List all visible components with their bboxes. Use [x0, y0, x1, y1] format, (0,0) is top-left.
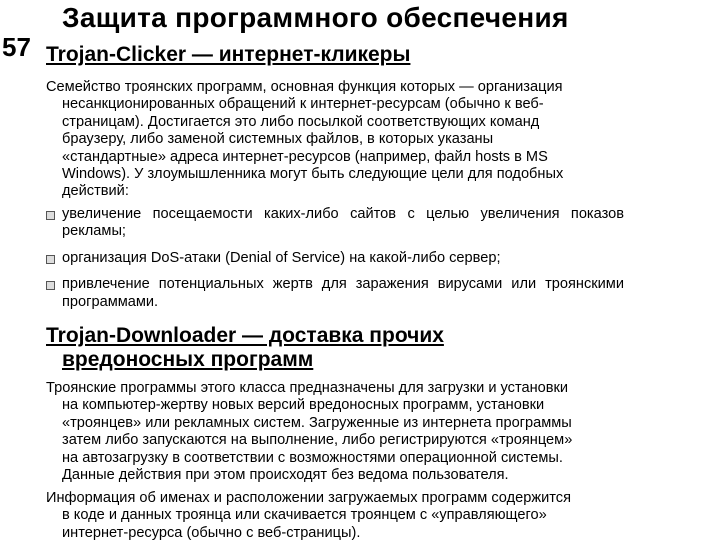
paragraph-line: несанкционированных обращений к интернет-ресурсам (обычно к веб-: [62, 96, 544, 113]
section-paragraph-clicker: [46, 79, 624, 201]
paragraph-line: Троянские программы этого класса предназначены для загрузки и установки: [46, 380, 569, 396]
heading-line: вредоносных программ: [62, 348, 314, 371]
square-bullet-icon: [46, 211, 55, 220]
paragraph-line: Windows). У злоумышленника могут быть следующие цели для подобных: [62, 166, 564, 183]
paragraph-line: Данные действия при этом происходят без ведома пользователя.: [62, 467, 509, 484]
square-bullet-icon: [46, 281, 55, 290]
list-item: [46, 276, 624, 311]
paragraph-line: на автозагрузку в соответствии с возможностями операционной системы.: [62, 449, 563, 466]
square-bullet-icon: [46, 255, 55, 264]
paragraph-line: страницам). Достигается это либо посылкой соответствующих команд: [62, 113, 540, 130]
list-item-text: увеличение посещаемости каких-либо сайтов с целью увеличения показов рекламы;: [62, 206, 624, 240]
heading-line: Trojan-Downloader — доставка прочих: [46, 324, 444, 347]
paragraph-line: в коде и данных троянца или скачивается троянцем с «управляющего»: [62, 507, 547, 524]
section-heading-trojan-clicker: Trojan-Clicker — интернет-кликеры: [46, 43, 411, 66]
paragraph-line: интернет-ресурса (обычно с веб-страницы).: [62, 524, 361, 541]
paragraph-line: на компьютер-жертву новых версий вредоносных программ, установки: [62, 397, 545, 414]
paragraph-line: браузеру, либо заменой системных файлов, в которых указаны: [62, 131, 494, 148]
list-item: [46, 206, 624, 241]
paragraph-line: Семейство троянских программ, основная функция которых — организация: [46, 79, 563, 95]
slide-number: 57: [2, 32, 31, 62]
paragraph-line: действий:: [62, 183, 129, 200]
section-paragraph-downloader-2: [46, 490, 624, 542]
bullet-list: [46, 206, 624, 320]
list-item-text: привлечение потенциальных жертв для заражения вирусами или троянскими программами.: [62, 276, 624, 310]
paragraph-line: «троянцев» или рекламных систем. Загруженные из интернета программы: [62, 414, 572, 431]
section-paragraph-downloader-1: [46, 380, 624, 484]
paragraph-line: затем либо запускаются на выполнение, либо регистрируются «троянцем»: [62, 432, 573, 449]
list-item: [46, 250, 624, 267]
paragraph-line: Информация об именах и расположении загружаемых программ содержится: [46, 490, 571, 506]
slide-title: Защита программного обеспечения: [62, 2, 569, 33]
section-heading-trojan-downloader: [46, 324, 444, 372]
paragraph-line: «стандартные» адреса интернет-ресурсов (например, файл hosts в MS: [62, 148, 548, 165]
list-item-text: организация DoS-атаки (Denial of Service) на какой-либо сервер;: [62, 249, 501, 266]
